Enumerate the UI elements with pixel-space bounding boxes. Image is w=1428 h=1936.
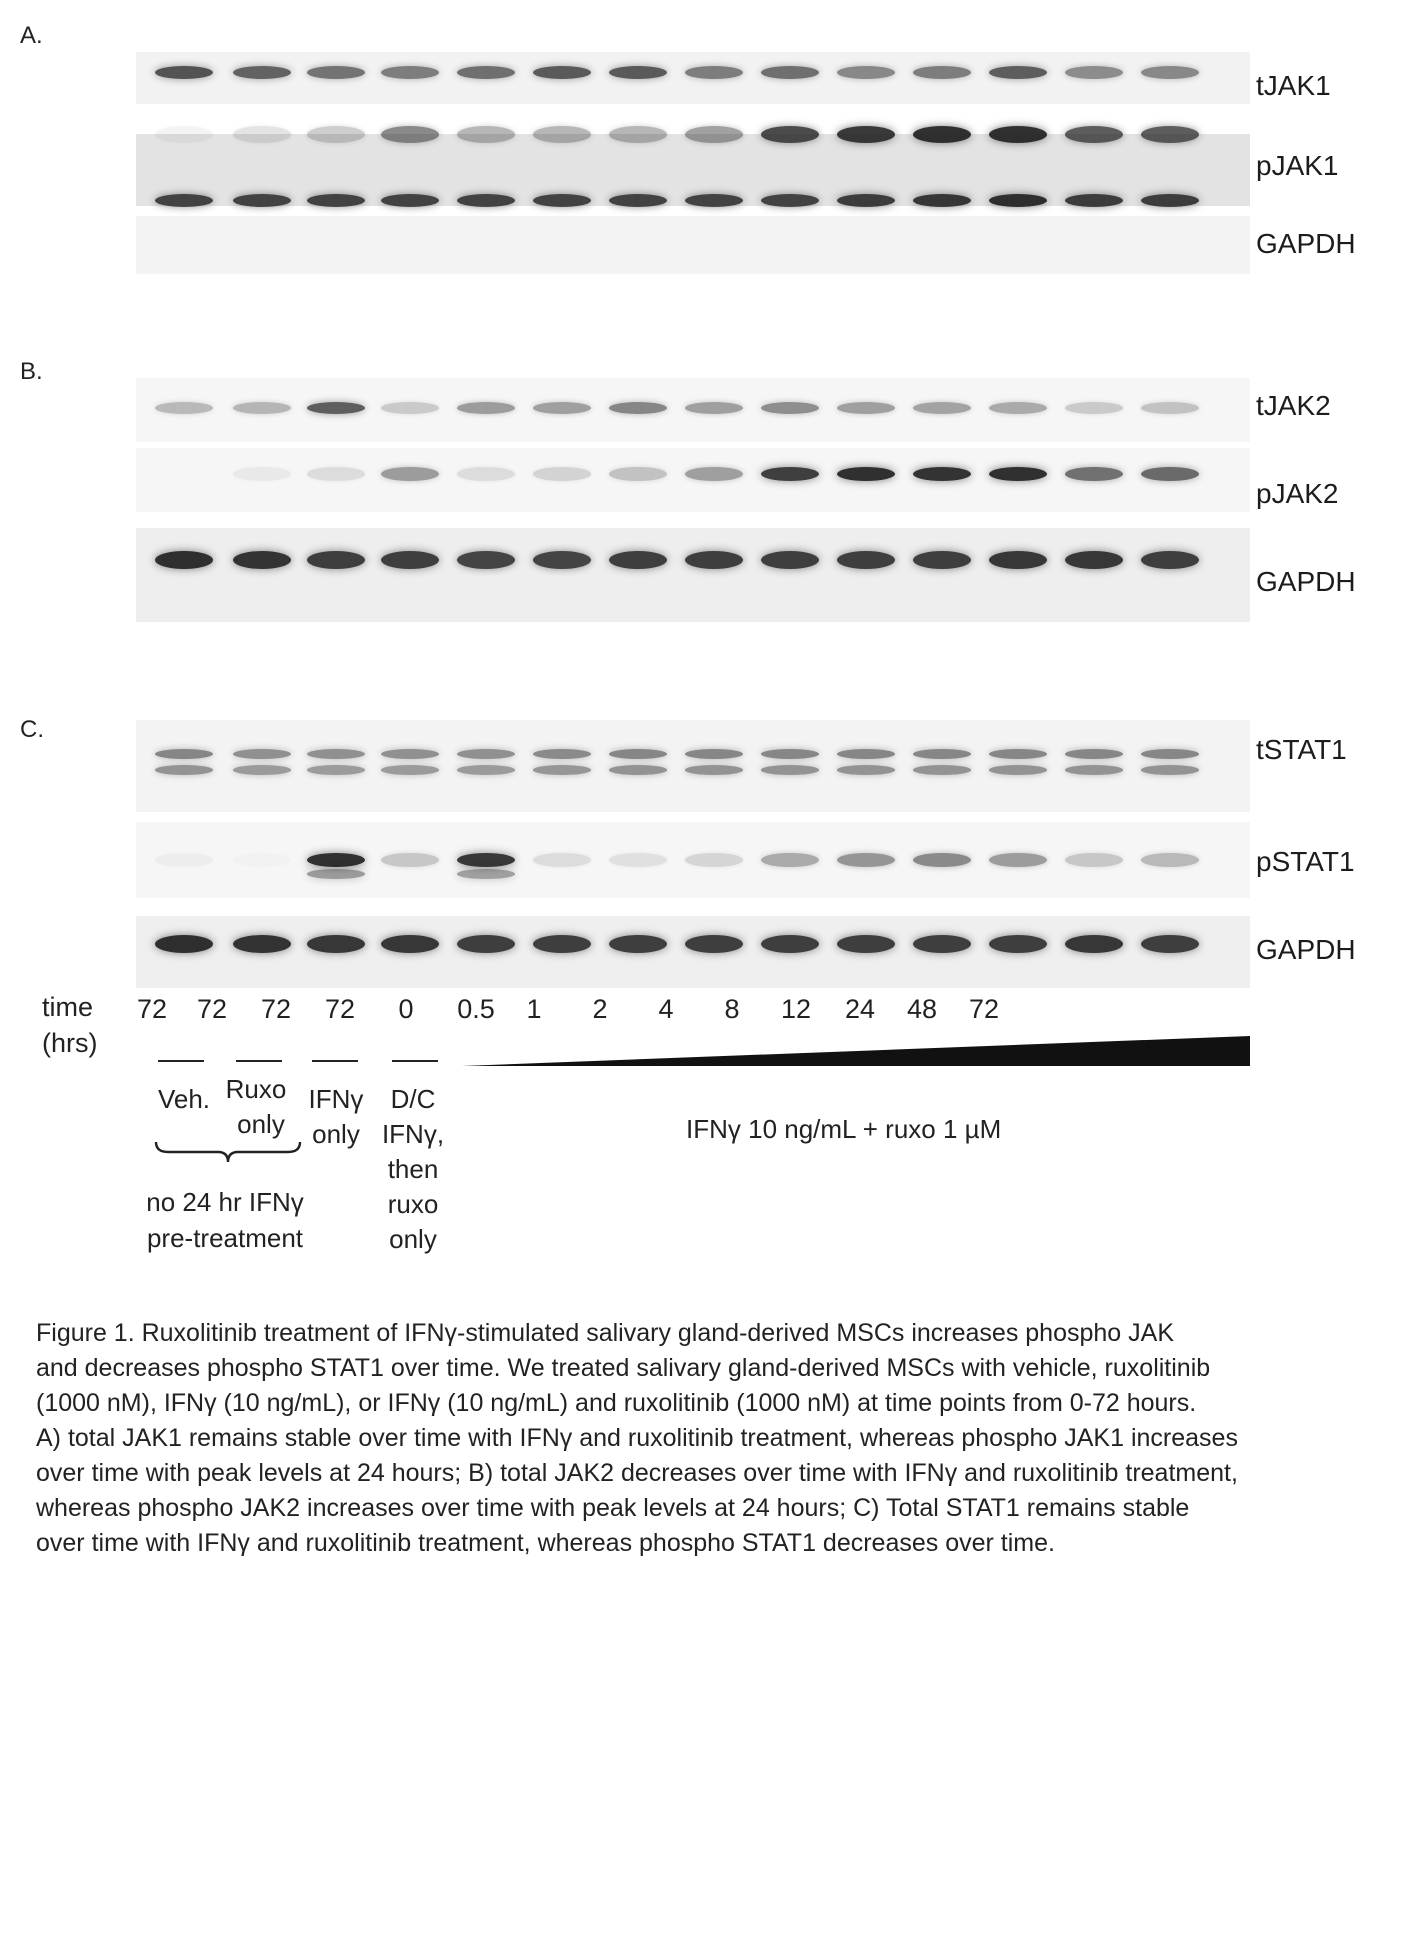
time-value: 0 <box>398 994 414 1024</box>
band <box>533 749 591 759</box>
condition-ifng-only: IFNγ only <box>308 1084 364 1149</box>
band <box>307 66 365 79</box>
time-gradient-wedge <box>462 1034 1252 1068</box>
band <box>381 402 439 414</box>
row-label-gapdh-a: GAPDH <box>1256 228 1356 259</box>
blot-strip-gapdh <box>136 916 1250 988</box>
blot-strip-tjak1 <box>136 52 1250 104</box>
band <box>307 869 365 879</box>
band <box>533 66 591 79</box>
band <box>533 765 591 775</box>
band <box>685 935 743 953</box>
band <box>837 935 895 953</box>
band <box>1065 126 1123 143</box>
caption-line: over time with peak levels at 24 hours; B) total JAK2 decreases over time with IFNγ and ruxolitinib treatment, <box>36 1459 1238 1487</box>
band <box>913 853 971 867</box>
caption-line: over time with IFNγ and ruxolitinib treatment, whereas phospho STAT1 decreases over time. <box>36 1529 1055 1557</box>
band <box>233 853 291 867</box>
band <box>155 765 213 775</box>
band <box>533 551 591 569</box>
band <box>609 853 667 867</box>
time-value: 48 <box>906 994 938 1024</box>
band <box>381 749 439 759</box>
panel-label-b: B. <box>20 358 43 385</box>
band <box>533 853 591 867</box>
band <box>913 126 971 143</box>
band <box>533 467 591 481</box>
dash-dc <box>392 1060 438 1062</box>
band <box>1065 194 1123 207</box>
band <box>381 853 439 867</box>
band <box>155 853 213 867</box>
row-label-pstat1: pSTAT1 <box>1256 846 1355 877</box>
band <box>1065 66 1123 79</box>
band <box>609 935 667 953</box>
condition-ifng-plus-ruxo: IFNγ 10 ng/mL + ruxo 1 µM <box>686 1114 1002 1144</box>
band <box>381 551 439 569</box>
time-value: 72 <box>260 994 292 1024</box>
band <box>1141 194 1199 207</box>
band <box>1065 935 1123 953</box>
band <box>533 935 591 953</box>
band <box>1065 551 1123 569</box>
band <box>1141 765 1199 775</box>
band <box>307 749 365 759</box>
blot-panel-c <box>136 720 1250 988</box>
band <box>155 194 213 207</box>
band <box>457 194 515 207</box>
band <box>457 551 515 569</box>
time-label: time <box>42 992 94 1022</box>
band <box>233 126 291 143</box>
band <box>913 402 971 414</box>
band <box>685 126 743 143</box>
band <box>1141 467 1199 481</box>
band <box>457 853 515 867</box>
band <box>233 194 291 207</box>
panel-label-c: C. <box>20 716 44 743</box>
band <box>609 467 667 481</box>
band <box>609 126 667 143</box>
band <box>381 66 439 79</box>
row-label-gapdh-c: GAPDH <box>1256 934 1356 965</box>
band <box>381 765 439 775</box>
band <box>307 935 365 953</box>
band <box>685 467 743 481</box>
band <box>381 126 439 143</box>
time-value: 72 <box>324 994 356 1024</box>
band <box>1141 126 1199 143</box>
band <box>155 66 213 79</box>
dash-ifng <box>312 1060 358 1062</box>
band <box>837 467 895 481</box>
band <box>609 66 667 79</box>
band <box>233 551 291 569</box>
band <box>837 194 895 207</box>
band <box>913 66 971 79</box>
band <box>533 126 591 143</box>
band <box>1141 935 1199 953</box>
band <box>685 765 743 775</box>
caption-line: Figure 1. Ruxolitinib treatment of IFNγ-stimulated salivary gland-derived MSCs increases phospho JAK <box>36 1319 1174 1347</box>
blot-panel-b <box>136 378 1250 628</box>
row-label-tstat1: tSTAT1 <box>1256 734 1347 765</box>
figure-caption <box>36 1316 1396 1561</box>
caption-line: (1000 nM), IFNγ (10 ng/mL), or IFNγ (10 ng/mL) and ruxolitinib (1000 nM) at time points from 0-72 hours. <box>36 1389 1197 1417</box>
band <box>837 749 895 759</box>
time-value: 8 <box>724 994 740 1024</box>
band <box>761 126 819 143</box>
caption-line: whereas phospho JAK2 increases over time with peak levels at 24 hours; C) Total STAT1 remains stable <box>36 1494 1190 1522</box>
band <box>989 126 1047 143</box>
band <box>837 765 895 775</box>
band <box>989 749 1047 759</box>
band <box>609 402 667 414</box>
band <box>837 853 895 867</box>
band <box>1065 467 1123 481</box>
blot-strip-tstat1 <box>136 720 1250 812</box>
band <box>989 765 1047 775</box>
group-note-no-pretreatment: no 24 hr IFNγ pre-treatment <box>146 1187 304 1253</box>
band <box>381 935 439 953</box>
caption-line: and decreases phospho STAT1 over time. We treated salivary gland-derived MSCs with vehicle, ruxolitinib <box>36 1354 1211 1382</box>
caption-line: A) total JAK1 remains stable over time with IFNγ and ruxolitinib treatment, whereas phospho JAK1 increases <box>36 1424 1238 1452</box>
blot-strip-gapdh <box>136 528 1250 622</box>
band <box>989 551 1047 569</box>
band <box>913 765 971 775</box>
band <box>533 402 591 414</box>
band <box>233 765 291 775</box>
time-value: 4 <box>658 994 674 1024</box>
band <box>1141 853 1199 867</box>
band <box>533 194 591 207</box>
blot-strip-tjak2 <box>136 378 1250 442</box>
panel-label-a: A. <box>20 22 43 49</box>
blot-strip-pstat1 <box>136 822 1250 898</box>
band <box>1065 402 1123 414</box>
band <box>761 194 819 207</box>
group-brace <box>154 1140 304 1164</box>
row-label-pjak1: pJAK1 <box>1256 150 1339 181</box>
band <box>989 935 1047 953</box>
band <box>609 765 667 775</box>
row-label-tjak2: tJAK2 <box>1256 390 1331 421</box>
time-value: 0.5 <box>457 994 495 1024</box>
band <box>761 853 819 867</box>
time-value: 24 <box>844 994 876 1024</box>
band <box>989 853 1047 867</box>
band <box>837 126 895 143</box>
time-value: 72 <box>968 994 1000 1024</box>
band <box>989 194 1047 207</box>
band <box>381 194 439 207</box>
band <box>609 749 667 759</box>
band <box>913 194 971 207</box>
band <box>685 402 743 414</box>
band <box>233 935 291 953</box>
band <box>457 935 515 953</box>
band <box>457 869 515 879</box>
band <box>307 194 365 207</box>
band <box>457 765 515 775</box>
time-value: 72 <box>136 994 168 1024</box>
band <box>837 66 895 79</box>
band <box>685 66 743 79</box>
row-label-pjak2: pJAK2 <box>1256 478 1339 509</box>
band <box>307 402 365 414</box>
band <box>457 126 515 143</box>
band <box>685 194 743 207</box>
band <box>609 194 667 207</box>
band <box>381 467 439 481</box>
band <box>457 467 515 481</box>
time-value: 72 <box>196 994 228 1024</box>
band <box>685 853 743 867</box>
band <box>1141 66 1199 79</box>
time-value: 1 <box>526 994 542 1024</box>
band <box>913 467 971 481</box>
band <box>761 66 819 79</box>
row-label-gapdh-b: GAPDH <box>1256 566 1356 597</box>
blot-strip-gapdh <box>136 216 1250 274</box>
band <box>1065 765 1123 775</box>
band <box>155 749 213 759</box>
band <box>913 935 971 953</box>
time-unit-label: (hrs) <box>42 1028 98 1058</box>
band <box>913 551 971 569</box>
band <box>233 467 291 481</box>
band <box>307 126 365 143</box>
band <box>457 402 515 414</box>
condition-dc-ifng-then-ruxo: D/C IFNγ, then ruxo only <box>381 1084 445 1254</box>
band <box>989 402 1047 414</box>
band <box>233 749 291 759</box>
band <box>609 551 667 569</box>
band <box>1065 853 1123 867</box>
time-value: 12 <box>780 994 812 1024</box>
band <box>307 765 365 775</box>
band <box>307 467 365 481</box>
band <box>155 935 213 953</box>
band <box>761 749 819 759</box>
band <box>761 467 819 481</box>
row-label-tjak1: tJAK1 <box>1256 70 1331 101</box>
band <box>837 402 895 414</box>
band <box>1065 749 1123 759</box>
band <box>155 402 213 414</box>
band <box>989 467 1047 481</box>
band <box>1141 749 1199 759</box>
band <box>1141 551 1199 569</box>
blot-panel-a <box>136 52 1250 278</box>
dash-ruxo <box>236 1060 282 1062</box>
band <box>307 551 365 569</box>
band <box>457 66 515 79</box>
band <box>685 749 743 759</box>
band <box>761 551 819 569</box>
band <box>155 126 213 143</box>
band <box>155 551 213 569</box>
band <box>155 467 213 481</box>
band <box>989 66 1047 79</box>
band <box>913 749 971 759</box>
band <box>457 749 515 759</box>
band <box>837 551 895 569</box>
condition-ruxo-only: Ruxo only <box>225 1074 287 1139</box>
band <box>761 765 819 775</box>
condition-veh: Veh. <box>157 1084 211 1114</box>
band <box>1141 402 1199 414</box>
band <box>307 853 365 867</box>
band <box>761 402 819 414</box>
band <box>233 402 291 414</box>
dash-veh <box>158 1060 204 1062</box>
time-value: 2 <box>592 994 608 1024</box>
band <box>233 66 291 79</box>
blot-strip-pjak2 <box>136 448 1250 512</box>
band <box>685 551 743 569</box>
band <box>761 935 819 953</box>
